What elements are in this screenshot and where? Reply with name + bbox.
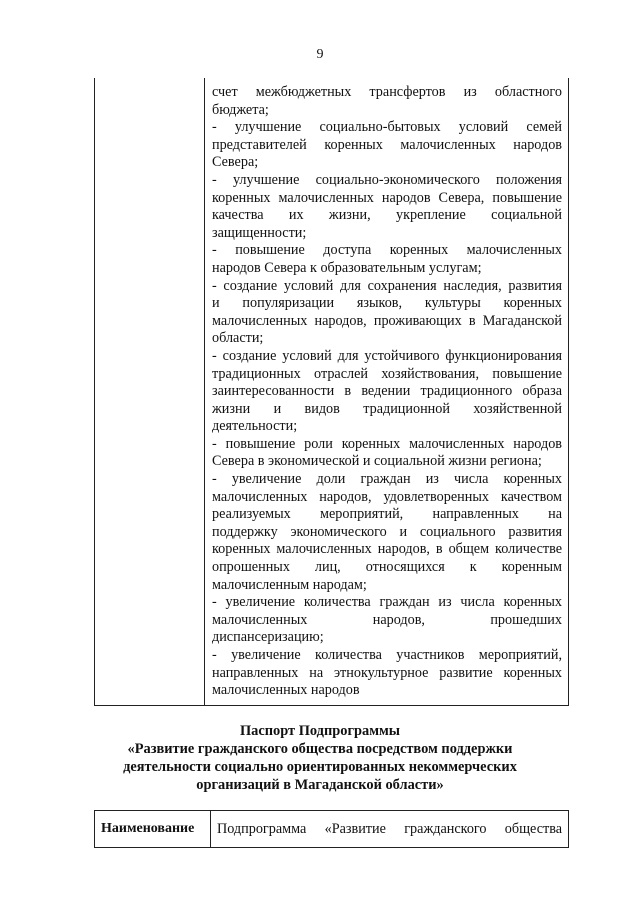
results-line: - повышение доступа коренных малочисленных (212, 242, 562, 259)
results-line: и популяризации языков, культуры коренных (212, 295, 562, 312)
results-line: жизни и видов традиционной хозяйственной (212, 400, 562, 417)
results-line: реализуемых мероприятий, направленных на (212, 506, 562, 523)
passport-table (94, 810, 569, 848)
results-table (94, 78, 569, 706)
results-line: заинтересованности в ведении традиционного образа (212, 383, 562, 400)
results-line: малочисленных народов, проживающих в Магаданской (212, 312, 562, 329)
results-line: бюджета; (212, 101, 269, 118)
results-line: Севера в экономической и социальной жизни региона; (212, 453, 542, 470)
results-line: коренных малочисленных народов, в общем количестве (212, 541, 562, 558)
table-column-divider (204, 78, 205, 705)
heading-line-4: организаций в Магаданской области» (196, 777, 444, 793)
name-label: Наименование (101, 821, 195, 836)
results-line: деятельности; (212, 418, 298, 435)
results-line: - создание условий для сохранения наследия, развития (212, 277, 562, 294)
results-line: области; (212, 330, 264, 347)
results-line: опрошенных лиц, относящихся к коренным (212, 559, 562, 576)
results-line: направленных на этнокультурное развитие коренных (212, 664, 562, 681)
results-line: диспансеризацию; (212, 629, 324, 646)
page-number: 9 (316, 47, 324, 62)
heading-line-3: деятельности социально ориентированных некоммерческих (123, 759, 517, 775)
results-line: традиционных отраслей хозяйствования, повышение (212, 365, 562, 382)
results-line: - улучшение социально-экономического положения (212, 171, 562, 188)
table-column-divider (210, 811, 211, 847)
results-line: - увеличение доли граждан из числа коренных (212, 471, 562, 488)
results-line: малочисленным народам; (212, 576, 367, 593)
results-line: малочисленных народов, прошедших (212, 611, 562, 628)
heading-line-1: Паспорт Подпрограммы (239, 723, 401, 739)
results-line: - увеличение количества граждан из числа коренных (212, 594, 562, 611)
results-line: качества их жизни, укрепление социальной (212, 207, 562, 224)
results-line: народов Севера к образовательным услугам; (212, 259, 482, 276)
name-value: Подпрограмма «Развитие гражданского общества (217, 821, 562, 837)
results-line: счет межбюджетных трансфертов из областного (212, 84, 562, 100)
results-line: - увеличение количества участников мероприятий, (212, 647, 562, 663)
results-line: защищенности; (212, 224, 307, 241)
heading-line-2: «Развитие гражданского общества посредством поддержки (127, 741, 513, 757)
results-line: малочисленных народов (212, 682, 360, 699)
results-line: - повышение роли коренных малочисленных народов (212, 435, 562, 452)
subprogram-passport-heading (60, 722, 580, 794)
results-line: Севера; (212, 154, 259, 171)
results-line: представителей коренных малочисленных народов (212, 136, 562, 153)
results-line: малочисленных народов, удовлетворенных качеством (212, 488, 562, 505)
results-line: - улучшение социально-бытовых условий семей (212, 119, 562, 136)
expected-results-cell (212, 84, 562, 700)
results-line: - создание условий для устойчивого функционирования (212, 347, 562, 364)
results-line: поддержку экономического и социального развития (212, 523, 562, 540)
results-line: коренных малочисленных народов Севера, повышение (212, 189, 562, 206)
